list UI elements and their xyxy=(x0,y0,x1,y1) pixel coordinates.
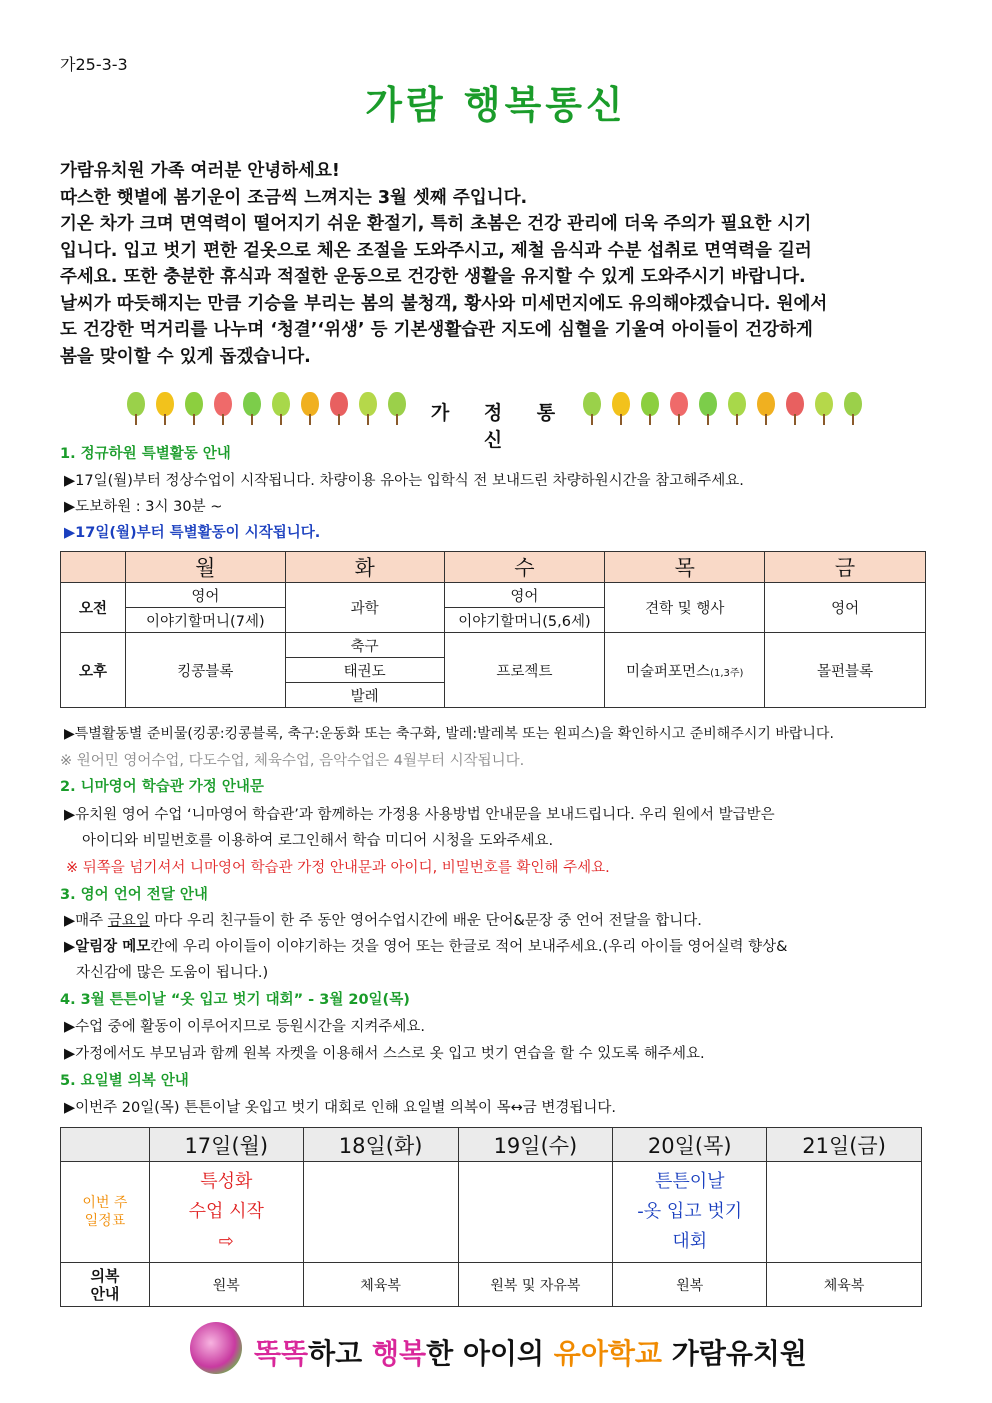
day-header: 화 xyxy=(285,552,444,583)
day-header: 금 xyxy=(765,552,926,583)
table-cell: 몰펀블록 xyxy=(765,633,926,708)
banner-heading: 가 정 통 신 xyxy=(430,402,570,451)
date-header: 17일(월) xyxy=(149,1128,303,1162)
section-3-line xyxy=(64,909,702,930)
tree-trunk xyxy=(736,414,738,425)
section-5-title: 5. 요일별 의복 안내 xyxy=(60,1073,189,1089)
tree-trunk xyxy=(678,414,680,425)
schedule-corner-cell xyxy=(61,552,126,583)
tree-crown xyxy=(388,392,406,416)
intro-line: 날씨가 따듯해지는 만큼 기승을 부리는 봄의 불청객, 황사와 미세먼지에도 유의해야겠습니다. 원에서 xyxy=(60,293,828,314)
section-3-line: 자신감에 많은 도움이 됩니다.) xyxy=(76,965,269,981)
section-3-line xyxy=(64,935,787,956)
tree-icon xyxy=(329,390,349,426)
section-5-line: ▶이번주 20일(목) 튼튼이날 옷입고 벗기 대회로 인해 요일별 의복이 목↔금 변경됩니다. xyxy=(64,1100,616,1116)
label-text: 일정표 xyxy=(84,1213,126,1229)
tree-icon xyxy=(814,390,834,426)
pm-label: 오후 xyxy=(61,633,126,708)
section-2-line: ▶유치원 영어 수업 ‘니마영어 학습관’과 함께하는 가정용 사용방법 안내문을 보내드립니다. 우리 원에서 발급받은 xyxy=(64,807,775,823)
event-text: 수업 시작 xyxy=(188,1201,264,1222)
tree-trunk xyxy=(591,414,593,425)
slogan-word: 가람유치원 xyxy=(661,1337,807,1370)
bold-text: 메모 xyxy=(122,939,151,955)
table-cell xyxy=(767,1162,922,1263)
tree-trunk xyxy=(222,414,224,425)
schedule-row-label xyxy=(61,1162,150,1263)
tree-icon xyxy=(640,390,660,426)
tree-crown xyxy=(815,392,833,416)
tree-icon xyxy=(698,390,718,426)
section-4-title: 4. 3월 튼튼이날 “옷 입고 벗기 대회” - 3월 20일(목) xyxy=(60,992,410,1008)
table-cell: 체육복 xyxy=(767,1263,922,1307)
intro-line: 입니다. 입고 벗기 편한 겉옷으로 체온 조절을 도와주시고, 제철 음식과 수분 섭취로 면역력을 길러 xyxy=(60,240,812,261)
page-title: 가람 행복통신 xyxy=(365,83,627,127)
tree-crown xyxy=(641,392,659,416)
dress-corner-cell xyxy=(61,1128,150,1162)
date-header: 18일(화) xyxy=(303,1128,458,1162)
tree-trunk xyxy=(649,414,651,425)
intro-line: 가람유치원 가족 여러분 안녕하세요! xyxy=(60,161,340,181)
table-cell: 체육복 xyxy=(303,1263,458,1307)
label-text: 의복 xyxy=(90,1266,120,1285)
table-cell: 과학 xyxy=(285,583,444,633)
table-cell: 원복 및 자유복 xyxy=(458,1263,613,1307)
tree-crown xyxy=(243,392,261,416)
table-cell xyxy=(303,1162,458,1263)
tree-trunk xyxy=(135,414,137,425)
section-1-title: 1. 정규하원 특별활동 안내 xyxy=(60,446,231,462)
tree-crown xyxy=(156,392,174,416)
tree-icon xyxy=(184,390,204,426)
monday-event xyxy=(149,1162,303,1263)
bold-text: ▶알림장 xyxy=(64,939,123,955)
date-header: 20일(목) xyxy=(613,1128,767,1162)
section-2-note: ※ 뒤쪽을 넘기셔서 니마영어 학습관 가정 안내문과 아이디, 비밀번호를 확인해 주세요. xyxy=(66,860,610,876)
tree-crown xyxy=(844,392,862,416)
section-4-line: ▶수업 중에 활동이 이루어지므로 등원시간을 지켜주세요. xyxy=(64,1019,425,1035)
table-cell: 축구 xyxy=(285,633,444,658)
table-cell: 견학 및 행사 xyxy=(605,583,765,633)
table-cell: 영어 xyxy=(125,583,285,608)
prep-notice: ▶특별활동별 준비물(킹콩:킹콩블록, 축구:운동화 또는 축구화, 발레:발레복 또는 원피스)을 확인하시고 준비해주시기 바랍니다. xyxy=(64,726,834,742)
dress-header-row xyxy=(61,1128,922,1162)
tree-icon xyxy=(756,390,776,426)
tree-crown xyxy=(583,392,601,416)
tree-icon xyxy=(155,390,175,426)
intro-line: 기온 차가 크며 면역력이 떨어지기 쉬운 환절기, 특히 초봄은 건강 관리에 더욱 주의가 필요한 시기 xyxy=(60,214,812,234)
text-run: 마다 우리 친구들이 한 주 동안 영어수업시간에 배운 단어&문장 중 언어 전달을 합니다. xyxy=(149,913,702,929)
kindergarten-logo-icon xyxy=(190,1322,242,1374)
table-row xyxy=(61,633,926,658)
tree-crown xyxy=(612,392,630,416)
table-cell xyxy=(605,633,765,708)
table-cell: 발레 xyxy=(285,683,444,708)
tree-icon xyxy=(213,390,233,426)
weekly-dress-table xyxy=(60,1127,922,1307)
tree-trunk xyxy=(823,414,825,425)
day-header: 월 xyxy=(125,552,285,583)
slogan xyxy=(254,1332,807,1372)
tree-trunk xyxy=(852,414,854,425)
tree-icon xyxy=(300,390,320,426)
tree-trunk xyxy=(707,414,709,425)
intro-paragraph xyxy=(60,158,936,370)
tree-crown xyxy=(301,392,319,416)
day-header: 수 xyxy=(444,552,605,583)
event-text: -옷 입고 벗기 xyxy=(637,1201,743,1222)
cell-text: 미술퍼포먼스 xyxy=(626,663,711,680)
section-3-title: 3. 영어 언어 전달 안내 xyxy=(60,887,208,903)
schedule-header-row xyxy=(61,552,926,583)
tree-trunk xyxy=(338,414,340,425)
section-1-highlight: ▶17일(월)부터 특별활동이 시작됩니다. xyxy=(64,525,321,541)
tree-crown xyxy=(127,392,145,416)
section-4-line: ▶가정에서도 부모님과 함께 원복 자켓을 이용해서 스스로 옷 입고 벗기 연습을 할 수 있도록 해주세요. xyxy=(64,1046,705,1062)
cell-note: (1,3주) xyxy=(710,667,744,679)
tree-icon xyxy=(271,390,291,426)
text-run: 칸에 우리 아이들이 이야기하는 것을 영어 또는 한글로 적어 보내주세요.(우리 아이들 영어실력 향상& xyxy=(150,939,788,955)
section-2-line: 아이디와 비밀번호를 이용하여 로그인해서 학습 미디어 시청을 도와주세요. xyxy=(82,833,554,849)
arrow-icon: ⇨ xyxy=(218,1231,234,1252)
date-header: 21일(금) xyxy=(767,1128,922,1162)
thursday-event xyxy=(613,1162,767,1263)
day-header: 목 xyxy=(605,552,765,583)
event-text: 대회 xyxy=(672,1231,708,1252)
table-cell xyxy=(458,1162,613,1263)
tree-trunk xyxy=(280,414,282,425)
event-text: 튼튼이날 xyxy=(654,1171,725,1192)
intro-line: 도 건강한 먹거리를 나누며 ‘청결’‘위생’ 등 기본생활습관 지도에 심혈을 기울여 아이들이 건강하게 xyxy=(60,320,813,340)
label-text: 이번 주 xyxy=(82,1195,128,1211)
tree-crown xyxy=(185,392,203,416)
tree-trunk xyxy=(193,414,195,425)
tree-icon xyxy=(358,390,378,426)
slogan-word: 하고 xyxy=(308,1337,372,1370)
table-cell: 프로젝트 xyxy=(444,633,605,708)
table-cell: 영어 xyxy=(444,583,605,608)
tree-trunk xyxy=(309,414,311,425)
section-1-line: ▶도보하원 : 3시 30분 ~ xyxy=(64,499,223,515)
intro-line: 주세요. 또한 충분한 휴식과 적절한 운동으로 건강한 생활을 유지할 수 있게 도와주시기 바랍니다. xyxy=(60,267,806,287)
april-notice: ※ 원어민 영어수업, 다도수업, 체육수업, 음악수업은 4월부터 시작됩니다. xyxy=(60,753,525,769)
table-row xyxy=(61,583,926,608)
table-cell: 이야기할머니(5,6세) xyxy=(444,608,605,633)
label-text: 안내 xyxy=(90,1284,120,1303)
tree-trunk xyxy=(164,414,166,425)
tree-trunk xyxy=(765,414,767,425)
table-cell: 원복 xyxy=(613,1263,767,1307)
tree-icon xyxy=(727,390,747,426)
tree-crown xyxy=(359,392,377,416)
table-cell: 이야기할머니(7세) xyxy=(125,608,285,633)
date-header: 19일(수) xyxy=(458,1128,613,1162)
tree-crown xyxy=(728,392,746,416)
section-2-title: 2. 니마영어 학습관 가정 안내문 xyxy=(60,779,264,795)
tree-icon xyxy=(843,390,863,426)
tree-crown xyxy=(699,392,717,416)
document-code: 가25-3-3 xyxy=(60,55,128,74)
section-banner xyxy=(120,390,880,451)
tree-crown xyxy=(757,392,775,416)
activity-schedule-table xyxy=(60,551,926,708)
tree-crown xyxy=(786,392,804,416)
footer xyxy=(190,1322,830,1382)
tree-icon xyxy=(611,390,631,426)
tree-icon xyxy=(669,390,689,426)
intro-line: 봄을 맞이할 수 있게 돕겠습니다. xyxy=(60,346,311,367)
event-row xyxy=(61,1162,922,1263)
tree-crown xyxy=(272,392,290,416)
table-cell: 원복 xyxy=(149,1263,303,1307)
slogan-word: 유아학교 xyxy=(553,1337,662,1370)
tree-icon xyxy=(126,390,146,426)
slogan-word: 행복 xyxy=(371,1337,427,1370)
event-text: 특성화 xyxy=(200,1171,253,1192)
tree-crown xyxy=(670,392,688,416)
tree-trunk xyxy=(794,414,796,425)
intro-line: 따스한 햇볕에 봄기운이 조금씩 느껴지는 3월 셋째 주입니다. xyxy=(60,187,528,208)
table-cell: 태권도 xyxy=(285,658,444,683)
tree-trunk xyxy=(251,414,253,425)
section-1-line: ▶17일(월)부터 정상수업이 시작됩니다. 차량이용 유아는 입학식 전 보내드린 차량하원시간을 참고해주세요. xyxy=(64,473,744,489)
slogan-word: 똑똑 xyxy=(254,1337,309,1370)
tree-icon xyxy=(387,390,407,426)
tree-icon xyxy=(785,390,805,426)
table-cell: 킹콩블록 xyxy=(125,633,285,708)
dress-row-label xyxy=(61,1263,150,1307)
tree-crown xyxy=(330,392,348,416)
tree-trunk xyxy=(620,414,622,425)
tree-trunk xyxy=(396,414,398,425)
slogan-word: 한 아이의 xyxy=(426,1337,554,1370)
tree-crown xyxy=(214,392,232,416)
table-cell: 영어 xyxy=(765,583,926,633)
text-run: ▶매주 xyxy=(64,913,108,929)
tree-icon xyxy=(582,390,602,426)
am-label: 오전 xyxy=(61,583,126,633)
underlined-text: 금요일 xyxy=(107,913,150,929)
tree-icon xyxy=(242,390,262,426)
tree-trunk xyxy=(367,414,369,425)
clothes-row xyxy=(61,1263,922,1307)
